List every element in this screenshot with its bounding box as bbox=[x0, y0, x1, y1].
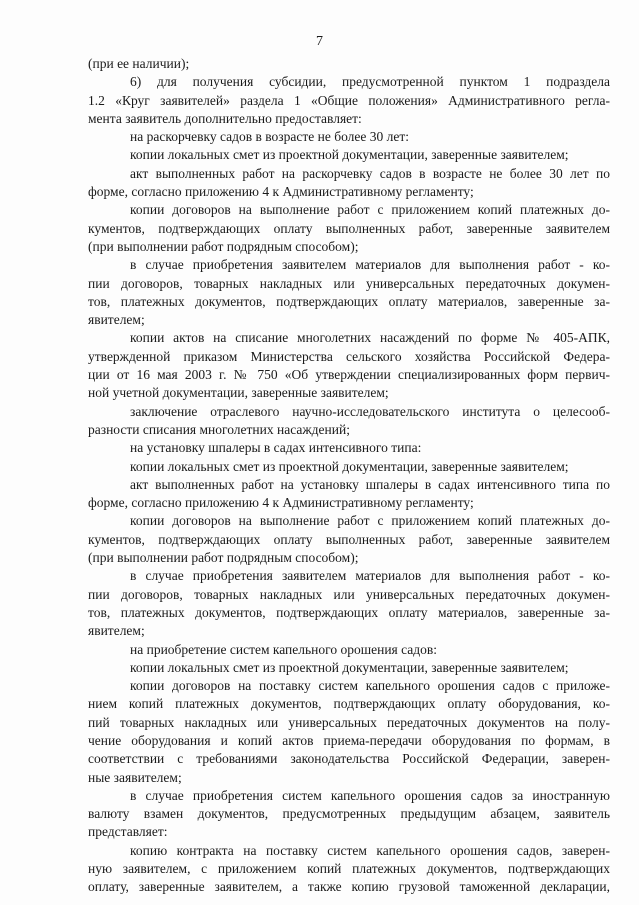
text-line: копии актов на списание многолетних насаждений по форме № 405-АПК, bbox=[130, 330, 610, 346]
text-line: в случае приобретения заявителем материалов для выполнения работ - ко- bbox=[130, 568, 610, 584]
text-line: копии локальных смет из проектной документации, заверенные заявителем; bbox=[130, 659, 569, 675]
text-line: 6) для получения субсидии, предусмотренной пунктом 1 подраздела bbox=[130, 74, 610, 90]
text-line: представляет: bbox=[88, 824, 168, 840]
text-line: акт выполненных работ на установку шпалеры в садах интенсивного типа по bbox=[130, 476, 610, 492]
text-line: акт выполненных работ на раскорчевку садов в возрасте не более 30 лет по bbox=[130, 165, 610, 181]
text-line: мента заявитель дополнительно предоставляет: bbox=[88, 110, 362, 126]
text-line: копии локальных смет из проектной документации, заверенные заявителем; bbox=[130, 147, 569, 163]
text-line: чение оборудования и копий актов приема-передачи оборудования по формам, в bbox=[88, 732, 610, 748]
text-line: форме, согласно приложению 4 к Административному регламенту; bbox=[88, 184, 474, 200]
text-line: явителем; bbox=[88, 623, 145, 639]
text-line: (при выполнении работ подрядным способом); bbox=[88, 550, 359, 566]
text-line: ции от 16 мая 2003 г. № 750 «Об утверждении специализированных форм первич- bbox=[88, 367, 610, 383]
text-line: ную заявителем, с приложением копий платежных документов, подтверждающих bbox=[88, 861, 610, 877]
text-line: копии локальных смет из проектной документации, заверенные заявителем; bbox=[130, 458, 569, 474]
text-line: кументов, подтверждающих оплату выполненных работ, заверенные заявителем bbox=[88, 220, 610, 236]
text-line: ные заявителем; bbox=[88, 769, 182, 785]
text-line: явителем; bbox=[88, 312, 145, 328]
text-line: пии договоров, товарных накладных или универсальных передаточных докумен- bbox=[88, 586, 610, 602]
text-line: (при ее наличии); bbox=[88, 56, 190, 71]
text-line: валюту взамен документов, предусмотренных предыдущим абзацем, заявитель bbox=[88, 806, 610, 822]
document-body bbox=[88, 55, 610, 897]
text-line: разности списания многолетних насаждений; bbox=[88, 421, 350, 437]
text-line: пий товарных накладных или универсальных передаточных документов на полу- bbox=[88, 714, 610, 730]
text-line: на установку шпалеры в садах интенсивного типа: bbox=[130, 440, 422, 456]
text-line: утвержденной приказом Министерства сельского хозяйства Российской Федера- bbox=[88, 348, 610, 364]
text-line: нием копий платежных документов, подтверждающих оплату оборудования, ко- bbox=[88, 696, 610, 712]
text-line: кументов, подтверждающих оплату выполненных работ, заверенные заявителем bbox=[88, 531, 610, 547]
text-line: тов, платежных документов, подтверждающих оплату материалов, заверенные за- bbox=[88, 293, 610, 309]
text-line: на приобретение систем капельного орошения садов: bbox=[130, 641, 438, 657]
text-line: в случае приобретения систем капельного орошения садов за иностранную bbox=[130, 787, 610, 803]
page-number: 7 bbox=[316, 34, 323, 49]
text-line: копии договоров на выполнение работ с приложением копий платежных до- bbox=[130, 513, 610, 529]
text-line: копию контракта на поставку систем капельного орошения садов, заверен- bbox=[130, 842, 610, 858]
text-line: копии договоров на выполнение работ с приложением копий платежных до- bbox=[130, 202, 610, 218]
text-line: (при выполнении работ подрядным способом); bbox=[88, 238, 359, 254]
text-line: копии договоров на поставку систем капельного орошения садов с приложе- bbox=[130, 678, 610, 694]
text-line: на раскорчевку садов в возрасте не более 30 лет: bbox=[130, 129, 410, 145]
text-line: заключение отраслевого научно-исследовательского института о целесооб- bbox=[130, 403, 610, 419]
text-line: тов, платежных документов, подтверждающих оплату материалов, заверенные за- bbox=[88, 604, 610, 620]
text-line: 1.2 «Круг заявителей» раздела 1 «Общие положения» Административного регла- bbox=[88, 92, 610, 108]
text-line: оплату, заверенные заявителем, а также копию грузовой таможенной декларации, bbox=[88, 879, 610, 895]
text-line: форме, согласно приложению 4 к Административному регламенту; bbox=[88, 495, 474, 511]
text-line: соответствии с требованиями законодательства Российской Федерации, заверен- bbox=[88, 751, 610, 767]
text-line: пии договоров, товарных накладных или универсальных передаточных докумен- bbox=[88, 275, 610, 291]
text-line: ной учетной документации, заверенные заявителем; bbox=[88, 385, 389, 401]
text-line: в случае приобретения заявителем материалов для выполнения работ - ко- bbox=[130, 257, 610, 273]
